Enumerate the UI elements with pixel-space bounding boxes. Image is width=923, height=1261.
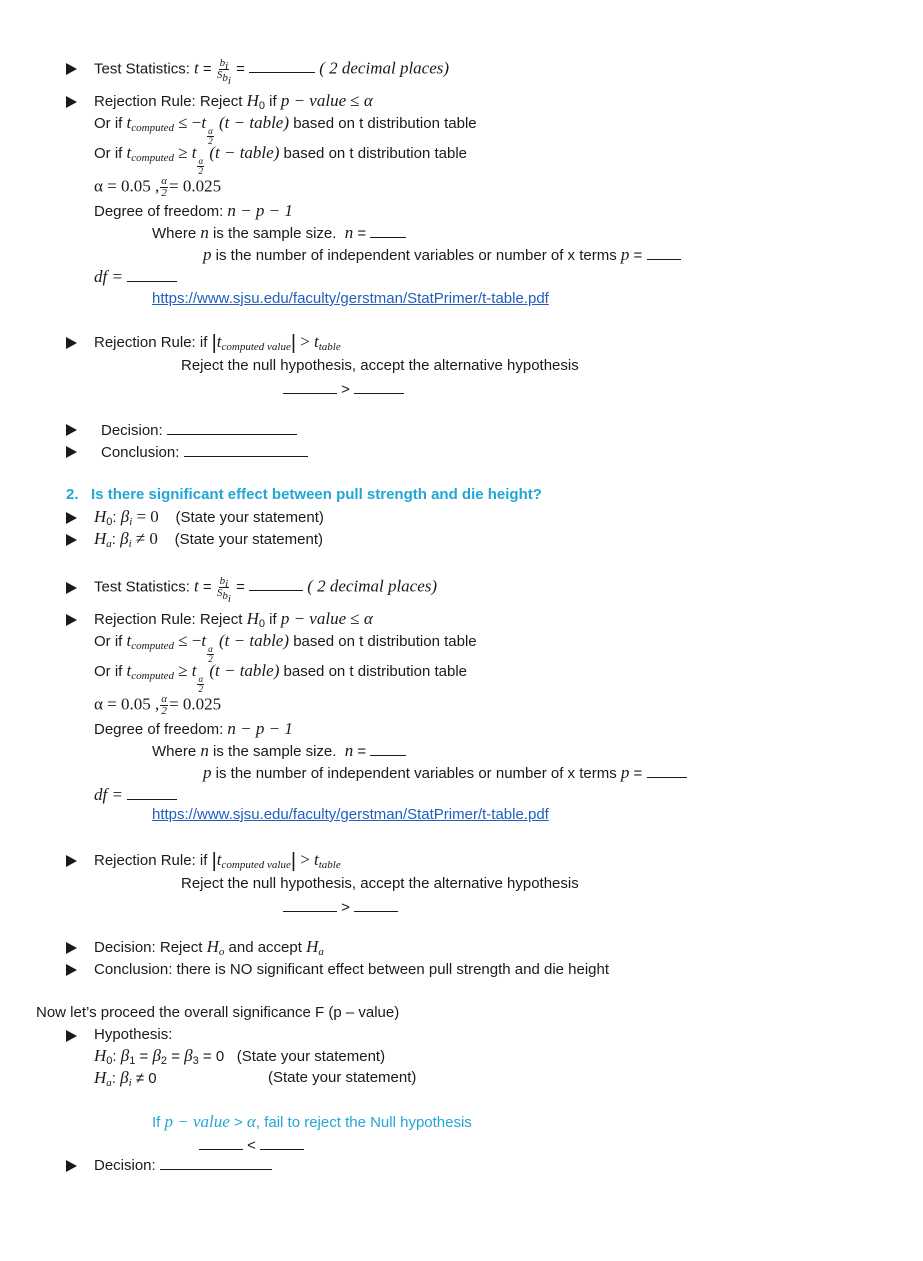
bullet-icon xyxy=(66,512,77,524)
degree-of-freedom-line: Degree of freedom: n − p − 1 xyxy=(94,201,293,220)
test-statistics-line-2: Test Statistics: t = $\frac{b_i}{S_{b_i}}$ = ( 2 decimal places) xyxy=(94,575,438,605)
df-line: df = xyxy=(94,268,177,287)
fail-reject-rule: If p − value > α, fail to reject the Null hypothesis xyxy=(152,1112,472,1131)
comparison-blanks: > xyxy=(283,380,404,399)
alt-hypothesis-3-state: (State your statement) xyxy=(268,1069,417,1086)
rejection-rule-2-line: Rejection Rule: if $|t_{computed value}| > t_{table}$ xyxy=(94,332,341,354)
question-2-heading: 2. Is there significant effect between pull strength and die height? xyxy=(66,486,542,503)
reject-null-line: Reject the null hypothesis, accept the alternative hypothesis xyxy=(181,357,579,374)
bullet-icon xyxy=(66,855,77,867)
degree-of-freedom-line-2: Degree of freedom: n − p − 1 xyxy=(94,719,293,738)
or-if-line-2: Or if $t_{computed} \ge t$ $\frac{\alpha}{2}$ (t − table) based on t distribution table xyxy=(94,143,467,176)
alt-hypothesis-3: $H_a$: $\beta_i \ne 0$ xyxy=(94,1068,157,1089)
rejection-rule-line-2: Rejection Rule: Reject $H_0$ if p − value ≤ α xyxy=(94,609,373,630)
decision-line-1: Decision: xyxy=(101,421,297,440)
bullet-icon xyxy=(66,964,77,976)
bullet-icon xyxy=(66,337,77,349)
or-if-line-3: Or if $t_{computed} \le -t$ $\frac{\alpha}{2}$ (t − table) based on t distribution table xyxy=(94,631,477,664)
comparison-blanks-2: > xyxy=(283,898,398,917)
answer-blank[interactable] xyxy=(249,577,303,591)
bullet-icon xyxy=(66,1160,77,1172)
bullet-icon xyxy=(66,446,77,458)
bullet-icon xyxy=(66,614,77,626)
answer-blank[interactable] xyxy=(249,59,315,73)
hypothesis-label: Hypothesis: xyxy=(94,1026,173,1043)
bullet-icon xyxy=(66,942,77,954)
where-n-line: Where n is the sample size. n = xyxy=(152,224,406,243)
decision-line-2: Decision: Reject $H_o$ and accept $H_a$ xyxy=(94,937,324,958)
bullet-icon xyxy=(66,63,77,75)
df-blank[interactable] xyxy=(127,268,177,282)
t-table-link[interactable]: https://www.sjsu.edu/faculty/gerstman/StatPrimer/t-table.pdf xyxy=(152,290,549,307)
conclusion-blank[interactable] xyxy=(184,443,308,457)
or-if-line-4: Or if $t_{computed} \ge t$ $\frac{\alpha}{2}$ (t − table) based on t distribution table xyxy=(94,661,467,694)
where-n-line-2: Where n is the sample size. n = xyxy=(152,742,406,761)
bullet-icon xyxy=(66,424,77,436)
null-hypothesis-line: $H_0$: $\beta_i = 0$ (State your statement) xyxy=(94,507,324,528)
alpha-line: α = 0.05 , $\frac{\alpha}{2}$ = 0.025 xyxy=(94,175,222,199)
bullet-icon xyxy=(66,582,77,594)
bullet-icon xyxy=(66,534,77,546)
p-blank[interactable] xyxy=(647,246,681,260)
df-line-2: df = xyxy=(94,786,177,805)
alpha-line-2: α = 0.05 , $\frac{\alpha}{2}$ = 0.025 xyxy=(94,693,222,717)
bullet-icon xyxy=(66,96,77,108)
reject-null-line-2: Reject the null hypothesis, accept the alternative hypothesis xyxy=(181,875,579,892)
decision-line-3: Decision: xyxy=(94,1156,272,1175)
df-blank[interactable] xyxy=(127,786,177,800)
or-if-line-1: Or if $t_{computed} \le -t$ $\frac{\alpha}{2}$ (t − table) based on t distribution table xyxy=(94,113,477,146)
bullet-icon xyxy=(66,1030,77,1042)
alt-hypothesis-line: $H_a$: $\beta_i \ne 0$ (State your statement) xyxy=(94,529,323,550)
where-p-line: p is the number of independent variables or number of x terms p = xyxy=(203,246,681,265)
decision-blank[interactable] xyxy=(167,421,297,435)
t-table-link-2[interactable]: https://www.sjsu.edu/faculty/gerstman/StatPrimer/t-table.pdf xyxy=(152,806,549,823)
rejection-rule-line: Rejection Rule: Reject $H_0$ if p − value ≤ α xyxy=(94,91,373,112)
n-blank[interactable] xyxy=(370,224,406,238)
where-p-line-2: p is the number of independent variables or number of x terms p = xyxy=(203,764,687,783)
null-hypothesis-3: $H_0$: $\beta_1 = \beta_2 = \beta_3 = 0$ (State your statement) xyxy=(94,1046,386,1067)
decision-blank[interactable] xyxy=(160,1156,272,1170)
conclusion-line-1: Conclusion: xyxy=(101,443,308,462)
n-blank[interactable] xyxy=(370,742,406,756)
overall-significance-intro: Now let’s proceed the overall significance F (p – value) xyxy=(36,1004,400,1021)
comparison-blanks-3: < xyxy=(199,1136,304,1155)
test-statistics-line: Test Statistics: t = $\frac{b_i}{S_{b_i}}$ = ( 2 decimal places) xyxy=(94,57,450,87)
rejection-rule-2-line-2: Rejection Rule: if $|t_{computed value}| > t_{table}$ xyxy=(94,850,341,872)
conclusion-line-2: Conclusion: there is NO significant effect between pull strength and die height xyxy=(94,961,610,978)
p-blank[interactable] xyxy=(647,764,687,778)
